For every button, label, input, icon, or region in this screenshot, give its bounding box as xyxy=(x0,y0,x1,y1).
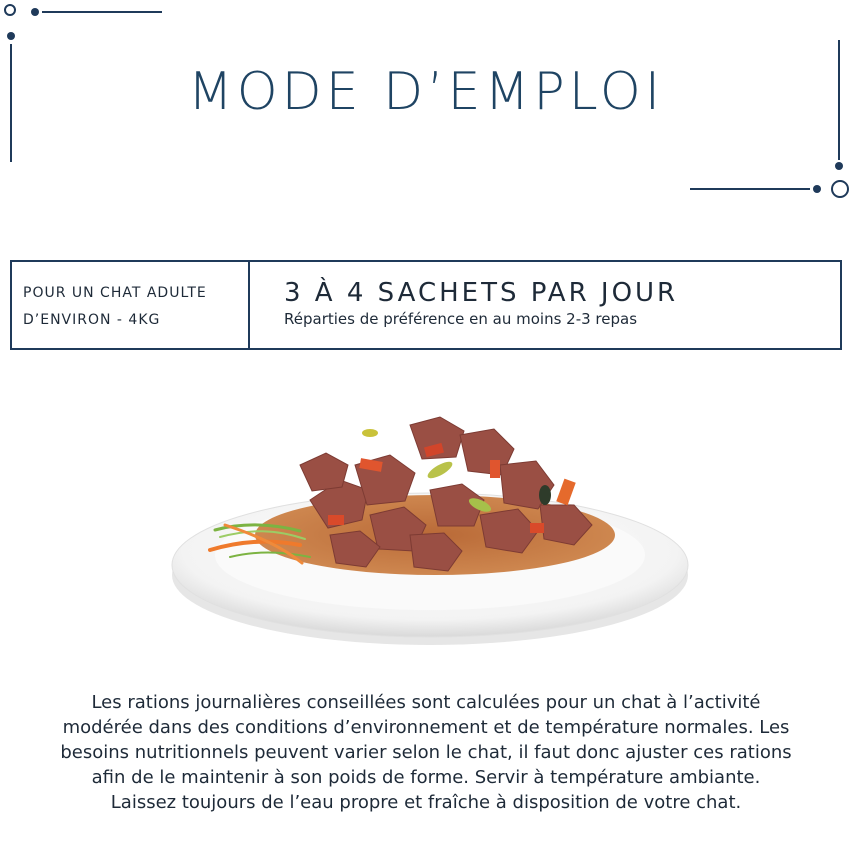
feeding-description: Les rations journalières conseillées sont calculées pour un chat à l’activité modérée dans des conditions d’environnement et de température normales. Les besoins nutritionnels peuvent varier selon le chat, il faut donc ajuster ces rations afin de le maintenir à son poids de forme. Servir à température ambiante. Laissez toujours de l’eau propre et fraîche à disposition de votre chat. xyxy=(60,692,792,813)
corner-line-horizontal xyxy=(42,11,162,13)
corner-dot-icon xyxy=(835,162,843,170)
corner-ring-icon xyxy=(4,4,16,16)
page-title: MODE D’EMPLOI xyxy=(187,62,665,122)
corner-dot-icon xyxy=(7,32,15,40)
serving-target-line2: D’ENVIRON - 4KG xyxy=(23,312,161,328)
corner-line-horizontal xyxy=(690,188,810,190)
serving-target xyxy=(12,262,250,348)
food-plate-illustration xyxy=(160,405,700,655)
corner-dot-icon xyxy=(31,8,39,16)
serving-note: Réparties de préférence en au moins 2-3 repas xyxy=(284,310,638,328)
serving-target-line1: POUR UN CHAT ADULTE xyxy=(23,285,207,301)
serving-amount: 3 À 4 SACHETS PAR JOUR xyxy=(284,278,679,308)
serving-details xyxy=(250,262,678,348)
corner-dot-icon xyxy=(813,185,821,193)
serving-info-box xyxy=(10,260,842,350)
food-plate-image xyxy=(160,405,700,655)
corner-ring-icon xyxy=(831,180,849,198)
